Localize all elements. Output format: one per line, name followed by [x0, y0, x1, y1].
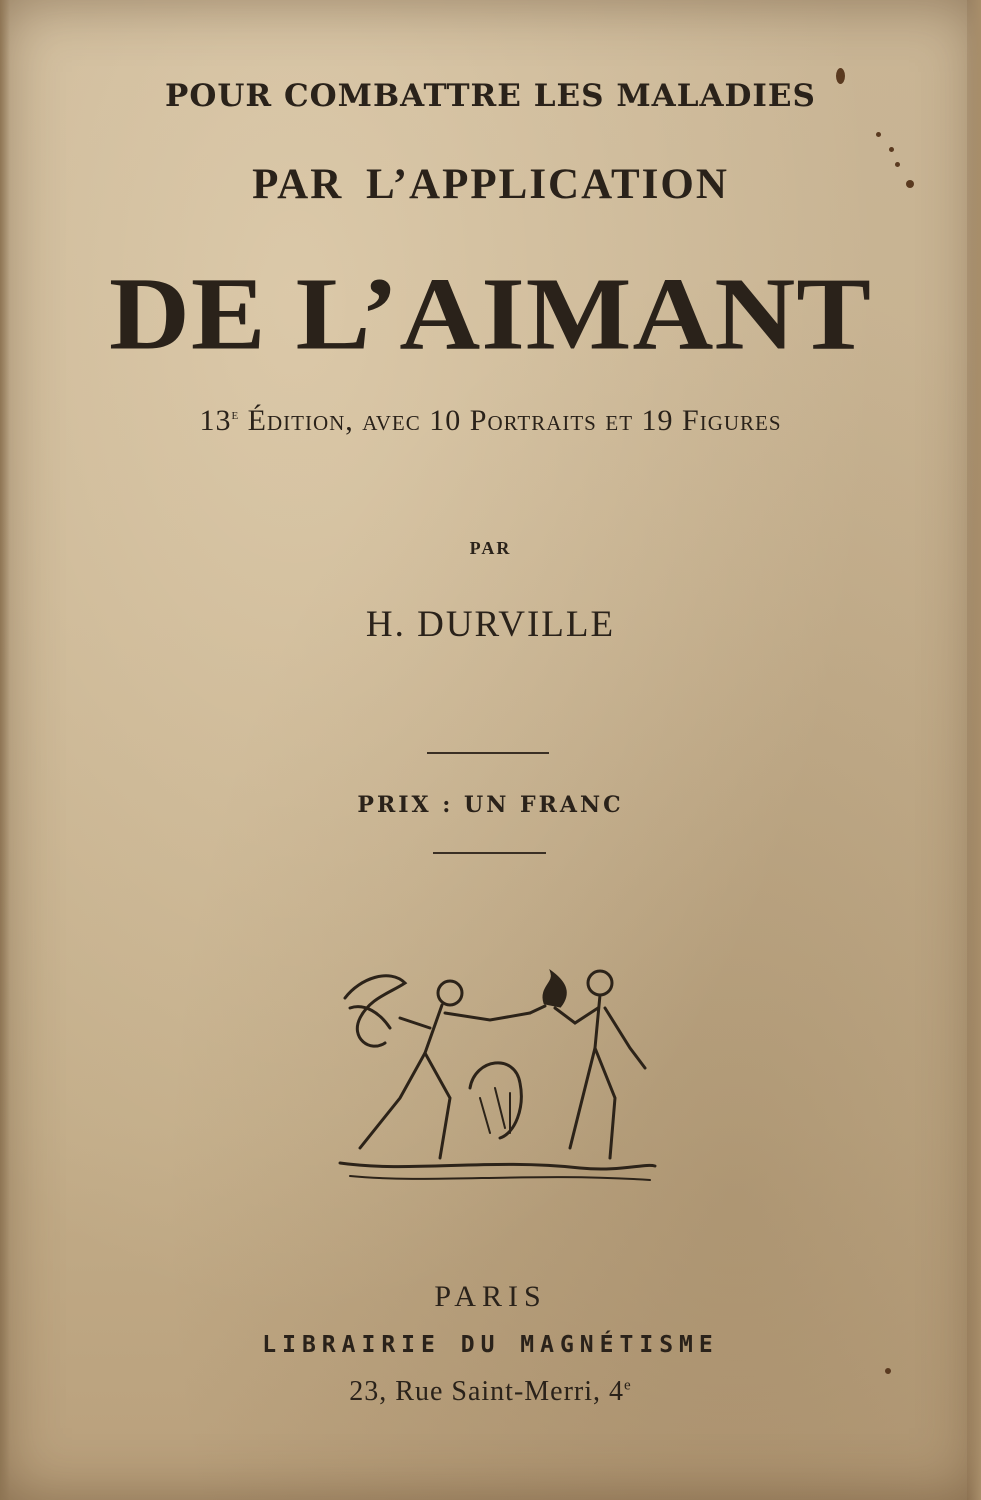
divider-rule: [433, 852, 546, 854]
edition-ordinal: e: [231, 406, 240, 423]
par-label: PAR: [469, 538, 512, 558]
edition-number: 13: [199, 404, 232, 437]
author-name: H. DURVILLE: [365, 604, 616, 645]
stain-spot: [889, 147, 894, 152]
divider-rule: [427, 752, 549, 754]
subtitle-line-1: POUR COMBATTRE LES MALADIES: [165, 78, 816, 114]
edition-line: [0, 404, 981, 438]
publisher-city: PARIS: [434, 1280, 547, 1313]
engraving-illustration: [330, 958, 660, 1193]
publisher-name: LIBRAIRIE DU MAGNÉTISME: [262, 1332, 719, 1358]
cover-right-edge: [967, 0, 981, 1500]
book-title: DE L’AIMANT: [109, 256, 872, 372]
address-ordinal: e: [624, 1377, 632, 1394]
stain-spot: [876, 132, 881, 137]
subtitle-line-2: PAR L’APPLICATION: [252, 161, 729, 208]
cover-left-edge: [0, 0, 10, 1500]
edition-text: Édition, avec 10 Portraits et 19 Figures: [239, 404, 782, 437]
publisher-address: [0, 1376, 981, 1408]
address-text: 23, Rue Saint-Merri, 4: [349, 1376, 625, 1407]
price-line: PRIX : UN FRANC: [357, 792, 624, 818]
stain-spot: [885, 1368, 891, 1374]
